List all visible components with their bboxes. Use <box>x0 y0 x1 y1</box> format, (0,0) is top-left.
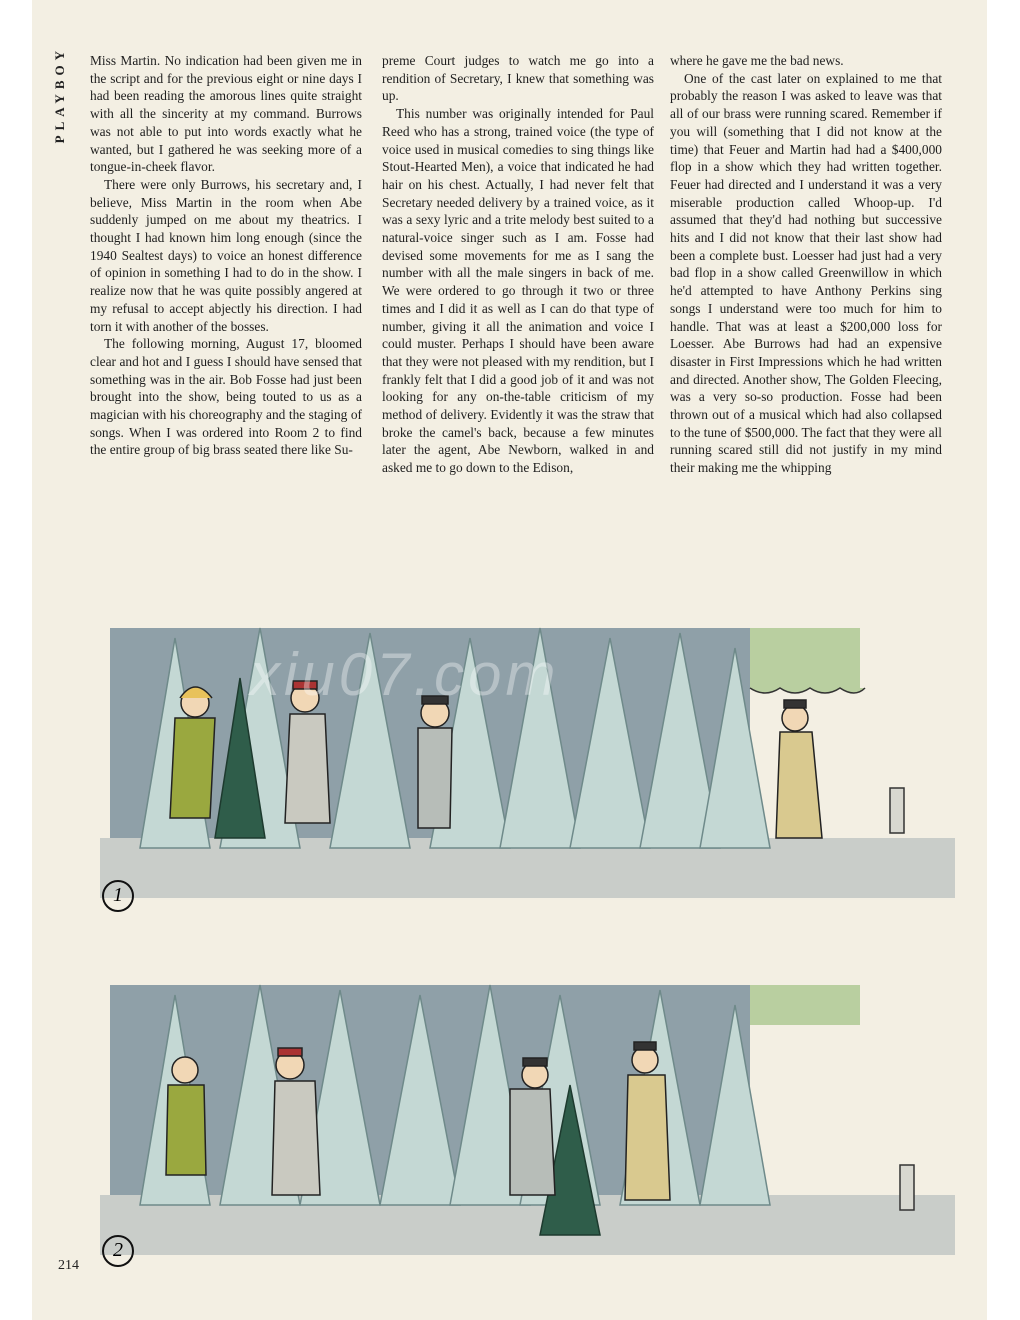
paragraph: One of the cast later on explained to me that probably the reason I was asked to leave was that all of our brass were running scared. Remember if you will (something that I did not know at the time) that Feuer and Martin had had a $400,000 flop in a show which they had written together. Feuer had directed and I understand it was a very miserable production called Whoop-up. I'd assumed that they'd had nothing but successive hits and I did not know that their last show had been a complete bust. Loesser had just had a very bad flop in a show called Greenwillow in which he'd attempted to have Anthony Perkins sing songs I understand were too much for him to handle. That was at least a $200,000 loss for Loesser. Abe Burrows had had an expensive disaster in First Impressions which he had written and directed. Another show, The Golden Fleecing, was a very so-so production. Fosse had been thrown out of a musical which had also collapsed to the tune of $500,000. The fact that they were all running scared still did not justify in my mind their making me the whipping <box>670 70 942 476</box>
panel-number-1 <box>100 878 136 914</box>
page-number: 214 <box>58 1258 79 1273</box>
paragraph: preme Court judges to watch me go into a rendition of Secretary, I knew that something was up. <box>382 53 654 104</box>
spine-label <box>52 46 72 216</box>
panel-2-illustration <box>100 965 955 1265</box>
text-column-1 <box>90 52 362 459</box>
paragraph: Miss Martin. No indication had been given me in the script and for the previous eight or nine days I had been reading the amorous lines quite straight with all the sincerity at my command. Burrows was not able to put into words exactly what he wanted, but I gathered he was seeking more of a tongue-in-cheek flavor. <box>90 53 362 175</box>
watermark: xiu07.com <box>250 641 560 708</box>
panel-number-label: 2 <box>113 1239 123 1261</box>
cartoon-panel-2 <box>100 965 955 1265</box>
paragraph: There were only Burrows, his secretary and, I believe, Miss Martin in the room when Abe suddenly jumped on me about my theatrics. I thought I had known him long enough (since the 1940 Sealtest days) to voice an honest difference of opinion in something I had to do in the show. I realize now that he was quite possibly angered at my refusal to accept abjectly his direction. I had torn it with another of the bosses. <box>90 176 362 334</box>
paragraph: The following morning, August 17, bloomed clear and hot and I guess I should have sensed that something was in the air. Bob Fosse had just been brought into the show, being touted to us as a magician with his choreography and the staging of songs. When I was ordered into Room 2 to find the entire group of big brass seated there like Su- <box>90 336 362 458</box>
paragraph: where he gave me the bad news. <box>670 53 844 68</box>
panel-number-2 <box>100 1233 136 1269</box>
paragraph: This number was originally intended for Paul Reed who has a strong, trained voice (the type of voice used in musical comedies to sing things like Stout-Hearted Men), a voice that indicated he had hair on his chest. Actually, I had never felt that Secretary needed delivery by a trained voice, as it was a sexy lyric and a trite melody best suited to a natural-voice singer such as I am. Fosse had devised some movements for me as I sang the number with all the male singers in back of me. We were ordered to go through it two or three times and I did it as well as I can do that type of number, giving it all the animation and voice I could muster. Perhaps I should have been aware that they were not pleased with my rendition, but I frankly felt that I did a good job of it and was not looking for any on-the-table criticism of my method of delivery. Evidently it was the straw that broke the camel's back, because a few minutes later the agent, Abe Newborn, walked in and asked me to go down to the Edison, <box>382 106 654 476</box>
spine-label-text: PLAYBOY <box>52 46 67 144</box>
text-column-2 <box>382 52 654 477</box>
panel-number-label: 1 <box>113 884 123 906</box>
text-column-3 <box>670 52 942 477</box>
